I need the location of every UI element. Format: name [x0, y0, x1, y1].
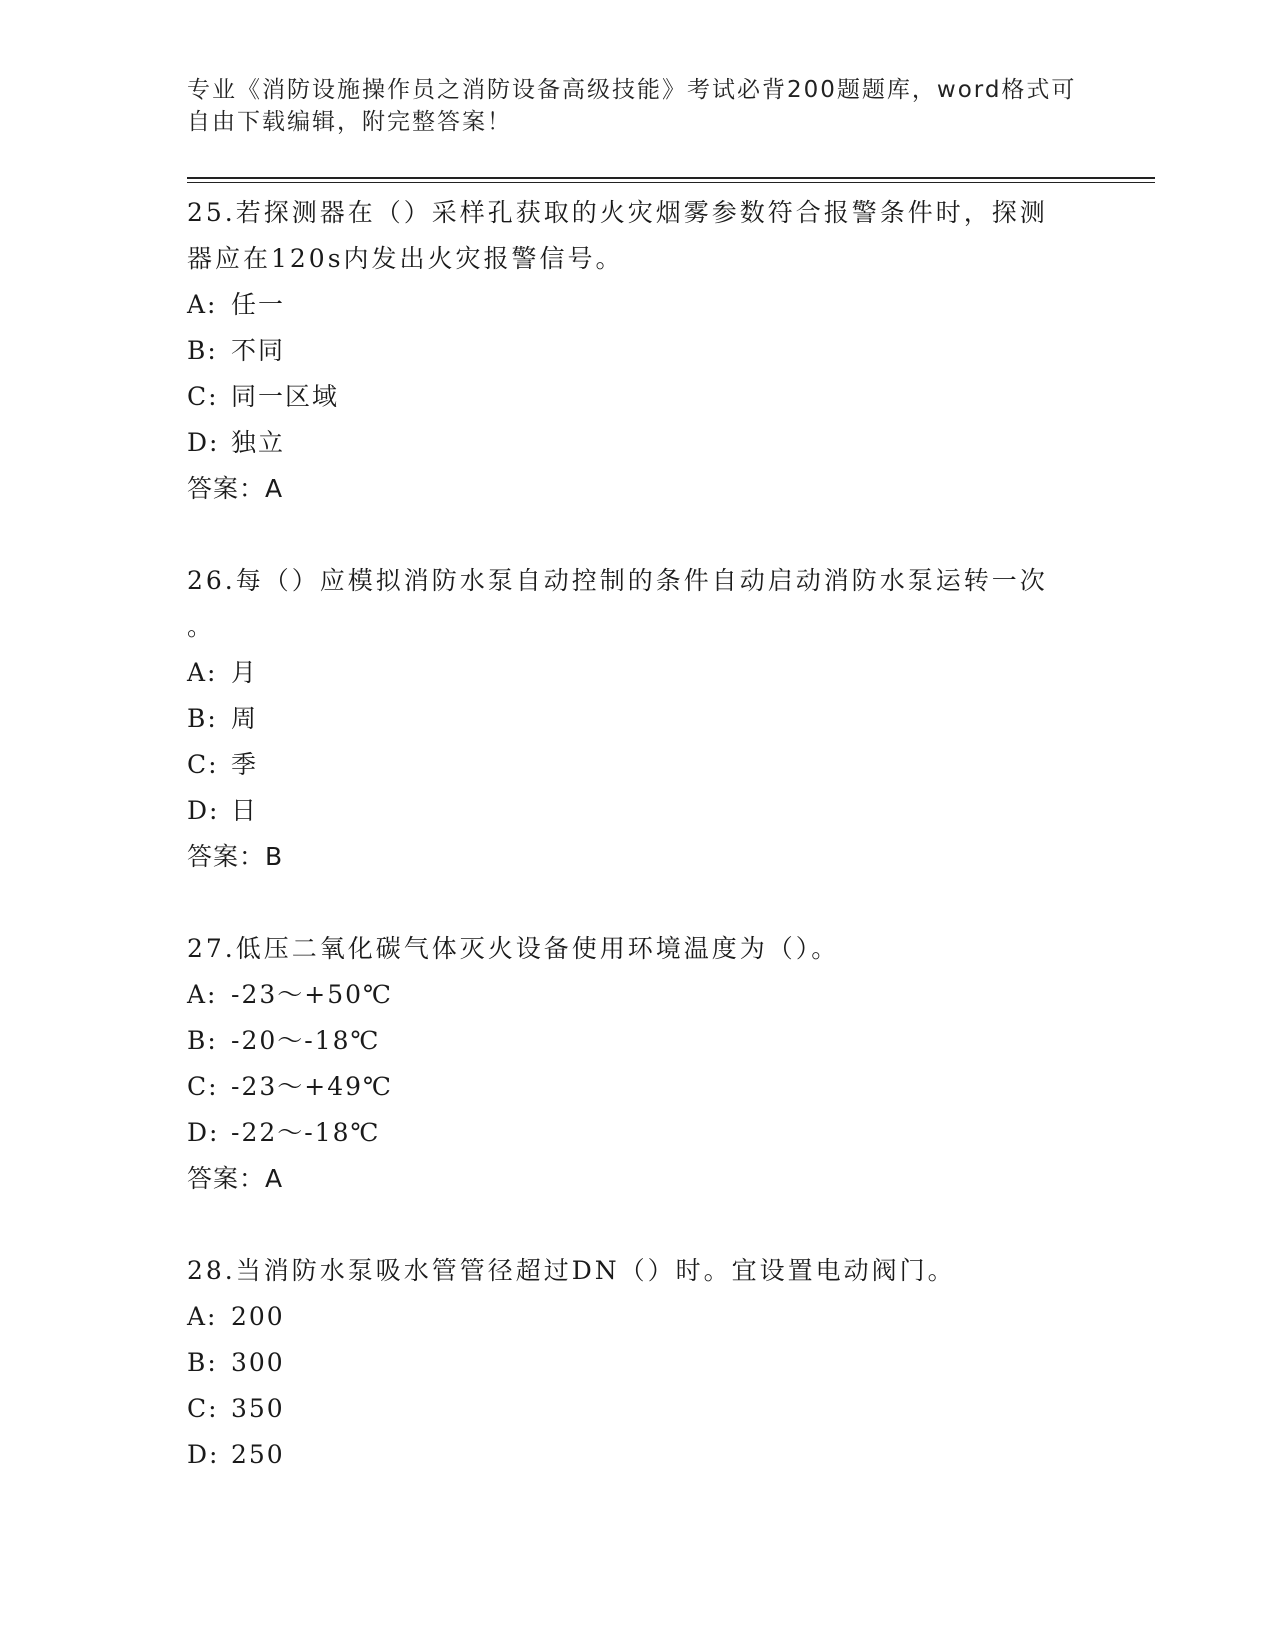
option-b [187, 1018, 1087, 1064]
option-a [187, 972, 1087, 1018]
option-letter: C: [187, 750, 219, 779]
option-text: 350 [231, 1394, 285, 1423]
header-divider-thin [187, 182, 1155, 183]
option-text: 任一 [231, 290, 286, 319]
option-text: -20～-18℃ [231, 1026, 381, 1055]
header-line-1: 专业《消防设施操作员之消防设备高级技能》考试必背200题题库，word格式可 [187, 77, 1077, 103]
option-c [187, 1064, 1087, 1110]
option-text: 月 [231, 658, 259, 687]
question-stem: 26.每（）应模拟消防水泵自动控制的条件自动启动消防水泵运转一次 [187, 566, 1048, 595]
question-26 [187, 558, 1087, 880]
option-text: 250 [231, 1440, 285, 1469]
option-c [187, 742, 1087, 788]
option-letter: A: [187, 290, 218, 319]
option-letter: A: [187, 980, 218, 1009]
option-letter: D: [187, 796, 220, 825]
option-d [187, 420, 1087, 466]
option-text: 300 [231, 1348, 285, 1377]
option-c [187, 374, 1087, 420]
option-text: 独立 [231, 428, 286, 457]
option-letter: A: [187, 658, 218, 687]
option-d [187, 1110, 1087, 1156]
option-b [187, 328, 1087, 374]
option-a [187, 1294, 1087, 1340]
question-stem-continued: 器应在120s内发出火灾报警信号。 [187, 244, 624, 273]
option-letter: D: [187, 1440, 220, 1469]
header-line-2: 自由下载编辑，附完整答案！ [187, 109, 512, 135]
option-letter: B: [187, 704, 218, 733]
option-text: 季 [231, 750, 259, 779]
question-stem: 27.低压二氧化碳气体灭火设备使用环境温度为（）。 [187, 934, 840, 963]
option-text: 日 [231, 796, 259, 825]
option-letter: C: [187, 1394, 219, 1423]
option-text: 同一区域 [231, 382, 340, 411]
option-letter: D: [187, 428, 220, 457]
option-b [187, 696, 1087, 742]
option-b [187, 1340, 1087, 1386]
option-c [187, 1386, 1087, 1432]
answer-line: 答案：B [187, 842, 284, 871]
answer-line: 答案：A [187, 1164, 284, 1193]
question-stem: 25.若探测器在（）采样孔获取的火灾烟雾参数符合报警条件时，探测 [187, 198, 1048, 227]
option-letter: D: [187, 1118, 220, 1147]
header-divider-thick [187, 177, 1155, 179]
option-text: 200 [231, 1302, 285, 1331]
option-d [187, 788, 1087, 834]
option-text: 周 [231, 704, 259, 733]
option-letter: B: [187, 336, 218, 365]
question-stem: 28.当消防水泵吸水管管径超过DN（）时。宜设置电动阀门。 [187, 1256, 956, 1285]
option-letter: C: [187, 382, 219, 411]
option-text: -23～+49℃ [231, 1072, 393, 1101]
option-text: -22～-18℃ [231, 1118, 381, 1147]
document-header [187, 74, 1087, 138]
option-a [187, 650, 1087, 696]
answer-line: 答案：A [187, 474, 284, 503]
option-letter: A: [187, 1302, 218, 1331]
question-27 [187, 926, 1087, 1202]
question-stem-continued: 。 [187, 612, 216, 641]
option-d [187, 1432, 1087, 1478]
option-text: -23～+50℃ [231, 980, 393, 1009]
question-28 [187, 1248, 1087, 1478]
option-letter: B: [187, 1348, 218, 1377]
option-letter: B: [187, 1026, 218, 1055]
option-a [187, 282, 1087, 328]
question-list [187, 190, 1087, 1524]
option-letter: C: [187, 1072, 219, 1101]
question-25 [187, 190, 1087, 512]
option-text: 不同 [231, 336, 286, 365]
